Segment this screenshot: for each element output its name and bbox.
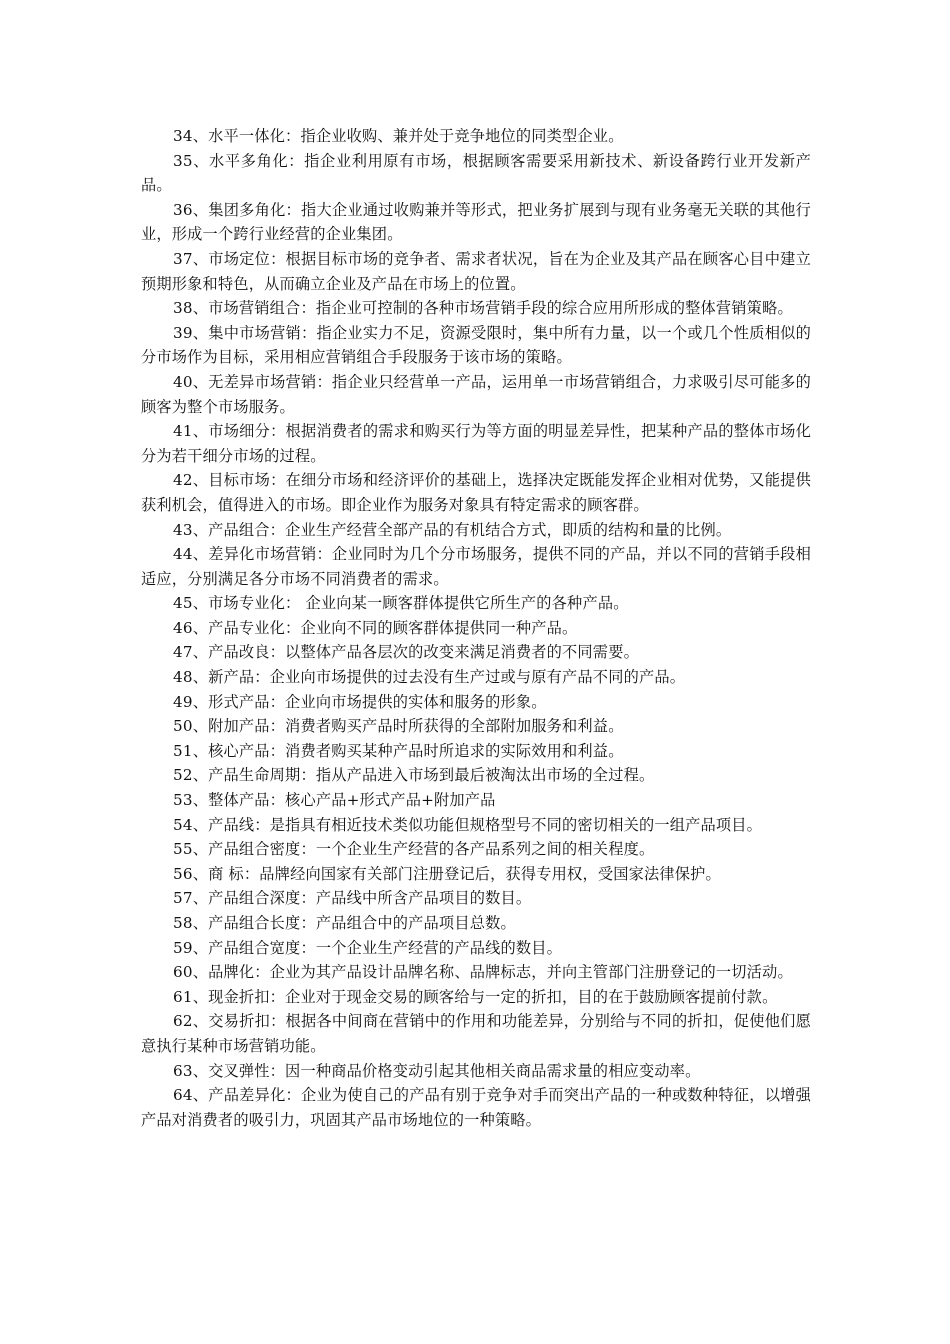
term-43: 43、产品组合：企业生产经营全部产品的有机结合方式，即质的结构和量的比例。 bbox=[173, 520, 732, 539]
term-51: 51、核心产品：消费者购买某种产品时所追求的实际效用和利益。 bbox=[173, 741, 624, 760]
term-52: 52、产品生命周期：指从产品进入市场到最后被淘汰出市场的全过程。 bbox=[173, 766, 655, 785]
term-44: 44、差异化市场营销：企业同时为几个分市场服务，提供不同的产品，并以不同的营销手段相适应，分别满足各分市场不同消费者的需求。 bbox=[141, 545, 811, 588]
term-48: 48、新产品：企业向市场提供的过去没有生产过或与原有产品不同的产品。 bbox=[173, 668, 686, 687]
term-57: 57、产品组合深度：产品线中所含产品项目的数目。 bbox=[173, 889, 532, 908]
term-39: 39、集中市场营销：指企业实力不足，资源受限时，集中所有力量，以一个或几个性质相似的分市场作为目标，采用相应营销组合手段服务于该市场的策略。 bbox=[141, 323, 811, 367]
term-34: 34、水平一体化：指企业收购、兼并处于竞争地位的同类型企业。 bbox=[173, 127, 624, 145]
term-54: 54、产品线：是指具有相近技术类似功能但规格型号不同的密切相关的一组产品项目。 bbox=[173, 815, 763, 834]
term-58: 58、产品组合长度：产品组合中的产品项目总数。 bbox=[173, 914, 516, 932]
term-61: 61、现金折扣：企业对于现金交易的顾客给与一定的折扣，目的在于鼓励顾客提前付款。 bbox=[173, 987, 778, 1006]
term-60: 60、品牌化：企业为其产品设计品牌名称、品牌标志，并向主管部门注册登记的一切活动。 bbox=[173, 963, 793, 982]
term-56: 56、商 标：品牌经向国家有关部门注册登记后，获得专用权，受国家法律保护。 bbox=[173, 864, 721, 883]
term-49: 49、形式产品：企业向市场提供的实体和服务的形象。 bbox=[173, 692, 547, 711]
term-55: 55、产品组合密度：一个企业生产经营的各产品系列之间的相关程度。 bbox=[173, 840, 655, 859]
term-40: 40、无差异市场营销：指企业只经营单一产品，运用单一市场营销组合，力求吸引尽可能多的顾客为整个市场服务。 bbox=[141, 372, 811, 416]
term-36: 36、集团多角化：指大企业通过收购兼并等形式，把业务扩展到与现有业务毫无关联的其他行业，形成一个跨行业经营的企业集团。 bbox=[141, 200, 811, 244]
term-46: 46、产品专业化：企业向不同的顾客群体提供同一种产品。 bbox=[173, 618, 578, 637]
term-37: 37、市场定位：根据目标市场的竞争者、需求者状况，旨在为企业及其产品在顾客心目中建立预期形象和特色，从而确立企业及产品在市场上的位置。 bbox=[141, 249, 811, 293]
term-45: 45、市场专业化： 企业向某一顾客群体提供它所生产的各种产品。 bbox=[173, 594, 629, 613]
term-59: 59、产品组合宽度：一个企业生产经营的产品线的数目。 bbox=[173, 938, 563, 957]
term-38: 38、市场营销组合：指企业可控制的各种市场营销手段的综合应用所形成的整体营销策略。 bbox=[173, 299, 793, 318]
term-62: 62、交易折扣：根据各中间商在营销中的作用和功能差异，分别给与不同的折扣，促使他们愿意执行某种市场营销功能。 bbox=[141, 1012, 811, 1055]
term-53: 53、整体产品：核心产品+形式产品+附加产品 bbox=[173, 791, 496, 810]
term-47: 47、产品改良：以整体产品各层次的改变来满足消费者的不同需要。 bbox=[173, 643, 639, 662]
term-42: 42、目标市场：在细分市场和经济评价的基础上，选择决定既能发挥企业相对优势，又能提供获利机会，值得进入的市场。即企业作为服务对象具有特定需求的顾客群。 bbox=[141, 471, 811, 514]
document-page bbox=[141, 124, 811, 1132]
term-50: 50、附加产品：消费者购买产品时所获得的全部附加服务和利益。 bbox=[173, 717, 624, 736]
term-41: 41、市场细分：根据消费者的需求和购买行为等方面的明显差异性，把某种产品的整体市场化分为若干细分市场的过程。 bbox=[141, 422, 811, 465]
term-63: 63、交叉弹性：因一种商品价格变动引起其他相关商品需求量的相应变动率。 bbox=[173, 1061, 701, 1080]
term-64: 64、产品差异化：企业为使自己的产品有别于竞争对手而突出产品的一种或数种特征，以增强产品对消费者的吸引力，巩固其产品市场地位的一种策略。 bbox=[141, 1086, 811, 1129]
term-35: 35、水平多角化：指企业利用原有市场，根据顾客需要采用新技术、新设备跨行业开发新产品。 bbox=[141, 151, 811, 195]
